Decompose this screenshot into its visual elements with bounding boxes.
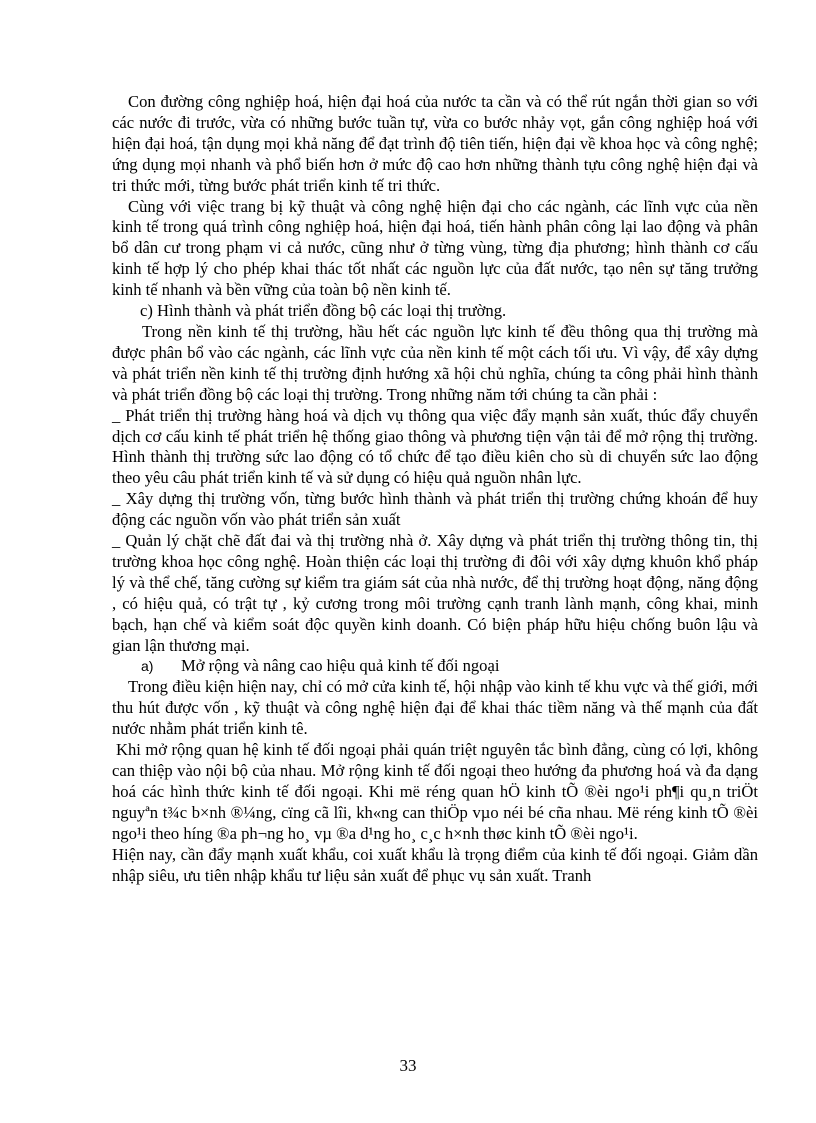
- section-heading: c) Hình thành và phát triển đồng bộ các loại thị trường.: [140, 301, 507, 321]
- list-item: _ Quản lý chặt chẽ đất đai và thị trường nhà ở. Xây dựng và phát triển thị trường thông tin, thị trường khoa học công nghệ. Hoàn thiện các loại thị trường đi đôi với xây dựng khuôn khổ pháp lý và thể chế, tăng cường sự kiểm tra giám sát của nhà nước, để thị trường hoạt động, năng động , có hiệu quả, có trật tự , kỷ cương trong môi trường cạnh tranh lành mạnh, công khai, minh bạch, hạn chế và kiểm soát độc quyền kinh doanh. Có biện pháp hữu hiệu chống buôn lậu và gian lận thương mại.: [112, 531, 758, 655]
- list-marker: a): [141, 658, 154, 675]
- paragraph: Khi mở rộng quan hệ kinh tế đối ngoại phải quán triệt nguyên tắc bình đẳng, cùng có lợi, không can thiệp vào nội bộ của nhau. Mở rộng kinh tế đối ngoại theo hướng đa phương hoá và đa dạng hoá các hình thức kinh tế đối ngoại. Khi më réng quan hÖ kinh tÕ ®èi ngo¹i ph¶i qu¸n triÖt nguyªn t¾c b×nh ®¼ng, cïng cã lîi, kh«ng can thiÖp vµo néi bé cña nhau. Më réng kinh tÕ ®èi ngo¹i theo híng ®a ph¬ng ho¸ vµ ®a d¹ng ho¸ c¸c h×nh thøc kinh tÕ ®èi ngo¹i.: [112, 740, 758, 843]
- list-item: _ Phát triển thị trường hàng hoá và dịch vụ thông qua việc đẩy mạnh sản xuất, thúc đẩy chuyển dịch cơ cấu kinh tế phát triển hệ thống giao thông và phương tiện vận tải để mở rộng thị trường. Hình thành thị trường sức lao động có tổ chức để tạo điều kiên cho sù di chuyển sức lao động theo yêu câu phát triển kinh tế và sử dụng có hiệu quả nguồn nhân lực.: [112, 405, 758, 488]
- paragraph: Hiện nay, cần đẩy mạnh xuất khẩu, coi xuất khẩu là trọng điểm của kinh tế đối ngoại. Giảm dần nhập siêu, ưu tiên nhập khẩu tư liệu sản xuất để phục vụ sản xuất. Tranh: [112, 844, 758, 885]
- paragraph: Con đường công nghiệp hoá, hiện đại hoá của nước ta cần và có thể rút ngắn thời gian so với các nước đi trước, vừa có những bước tuần tự, vừa co bước nhảy vọt, gắn công nghiệp hoá với hiện đại hoá, tận dụng mọi khả năng để đạt trình độ tiên tiến, hiện đại về khoa học và công nghệ; ứng dụng mọi nhanh và phổ biến hơn ở mức độ cao hơn những thành tựu công nghệ hiện đại và tri thức mới, từng bước phát triển kinh tế tri thức.: [112, 92, 758, 195]
- list-item: _ Xây dựng thị trường vốn, từng bước hình thành và phát triển thị trường chứng khoán để huy động các nguồn vốn vào phát triển sản xuất: [112, 489, 758, 530]
- document-body: [112, 92, 758, 886]
- section-heading: [112, 656, 758, 677]
- paragraph: Trong nền kinh tế thị trường, hầu hết các nguồn lực kinh tế đều thông qua thị trường mà được phân bổ vào các ngành, các lĩnh vực của nền kinh tế một cách tối ưu. Vì vậy, để xây dựng và phát triển nền kinh tế thị trường định hướng xã hội chủ nghĩa, chúng ta công phải hình thành và phát triển đồng bộ các loại thị trường. Trong những năm tới chúng ta cần phải :: [112, 321, 758, 404]
- paragraph: Trong điều kiện hiện nay, chỉ có mở cửa kinh tế, hội nhập vào kinh tế khu vực và thế giới, mới thu hút được vốn , kỹ thuật và công nghệ hiện đại để khai thác tiềm năng và thế mạnh của đất nước nhằm phát triển kinh tê.: [112, 677, 758, 739]
- page-number: 33: [399, 1056, 417, 1075]
- paragraph: Cùng với việc trang bị kỹ thuật và công nghệ hiện đại cho các ngành, các lĩnh vực của nền kinh tế trong quá trình công nghiệp hoá, hiện đại hoá, tiến hành phân công lại lao động và phân bổ dân cư trong phạm vi cả nước, cũng như ở từng vùng, từng địa phương; hình thành cơ cấu kinh tế hợp lý cho phép khai thác tốt nhất các nguồn lực của đất nước, tạo nên sự tăng trưởng kinh tế nhanh và bền vững của toàn bộ nền kinh tế.: [112, 196, 758, 300]
- list-item-label: Mở rộng và nâng cao hiệu quả kinh tế đối ngoại: [181, 656, 500, 676]
